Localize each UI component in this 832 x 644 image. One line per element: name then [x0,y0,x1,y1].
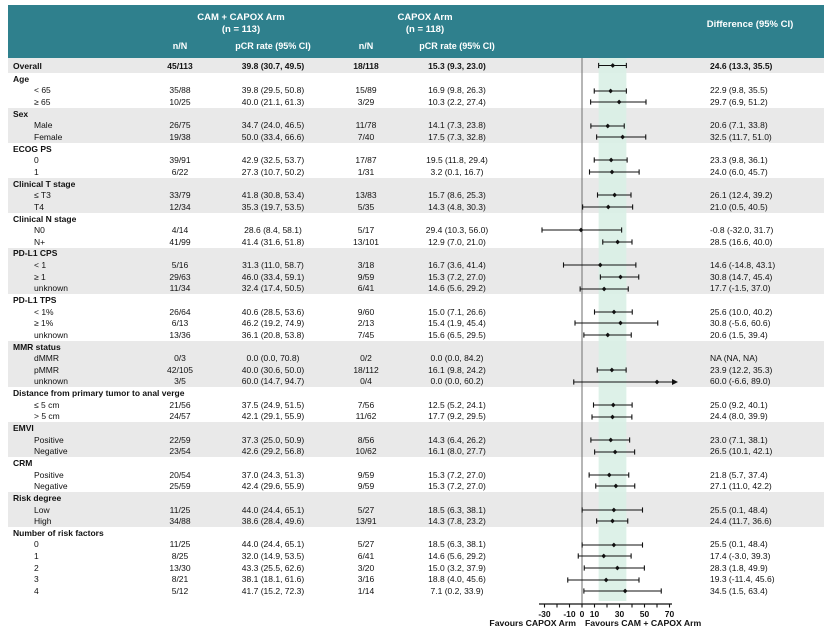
cam-nn-cell: 8/21 [171,574,189,585]
x-axis-tick-label: 70 [664,609,675,619]
table-row [8,434,824,446]
difference-cell: 22.9 (9.8, 35.5) [710,85,768,96]
table-row [8,539,824,551]
cam-pcr-cell: 38.6 (28.4, 49.6) [241,516,305,527]
cam-nn-cell: 4/14 [171,225,189,236]
cam-nn-cell: 6/13 [171,318,189,329]
subgroup-label: Positive [34,434,64,445]
arm2-title: CAPOX Arm [397,12,453,23]
difference-cell: 17.4 (-3.0, 39.3) [710,551,771,562]
capox-pcr-cell: 14.6 (5.6, 29.2) [428,551,486,562]
cam-pcr-cell: 27.3 (10.7, 50.2) [241,166,305,177]
capox-pcr-cell: 19.5 (11.8, 29.4) [426,155,488,166]
x-axis-tick-label: 30 [614,609,625,619]
subgroup-label: Negative [34,446,68,457]
cam-pcr-cell: 50.0 (33.4, 66.6) [241,132,305,143]
table-row [8,201,824,213]
cam-nn-cell: 22/59 [169,434,191,445]
cam-pcr-cell: 39.8 (30.7, 49.5) [241,60,305,71]
table-row [8,446,824,458]
capox-nn-cell: 9/59 [357,271,375,282]
capox-pcr-cell: 15.3 (7.2, 27.0) [428,469,486,480]
cam-pcr-cell: 41.7 (15.2, 72.3) [241,586,305,596]
difference-cell: 20.6 (1.5, 39.4) [710,329,768,340]
capox-nn-cell: 0/2 [360,353,372,364]
difference-cell: 32.5 (11.7, 51.0) [710,132,772,143]
subgroup-label: 1 [34,166,39,177]
subgroup-label: Low [34,504,50,515]
difference-cell: 24.4 (8.0, 39.9) [710,411,768,422]
cam-nn-cell: 39/91 [169,155,191,166]
cam-pcr-cell: 34.7 (24.0, 46.5) [241,120,305,131]
capox-nn-cell: 17/87 [355,155,377,166]
cam-nn-cell: 26/64 [169,306,191,317]
cam-pcr-cell: 40.0 (21.1, 61.3) [241,97,305,108]
difference-cell: 24.4 (11.7, 36.6) [710,516,772,527]
cam-pcr-cell: 42.9 (32.5, 53.7) [241,155,305,166]
difference-cell: 23.9 (12.2, 35.3) [710,364,773,375]
table-row [8,411,824,423]
capox-pcr-cell: 16.7 (3.6, 41.4) [428,260,486,271]
cam-nn-cell: 26/75 [169,120,191,131]
capox-pcr-cell: 18.5 (6.3, 38.1) [428,504,486,515]
cam-nn-cell: 5/12 [171,586,189,596]
subgroup-label: ≥ 65 [34,97,51,108]
difference-cell: 14.6 (-14.8, 43.1) [710,260,776,271]
subgroup-label: ≤ T3 [34,190,51,201]
difference-cell: 25.0 (9.2, 40.1) [710,399,768,410]
capox-nn-cell: 2/13 [357,318,375,329]
capox-nn-cell: 1/31 [357,166,375,177]
capox-pcr-cell: 18.5 (6.3, 38.1) [428,539,486,550]
capox-nn-cell: 13/101 [353,236,379,247]
subgroup-label: High [34,516,52,527]
arm2-n: (n = 118) [405,24,445,36]
difference-cell: 26.5 (10.1, 42.1) [710,446,773,457]
cam-nn-cell: 25/59 [169,481,191,492]
capox-nn-cell: 7/45 [357,329,375,340]
capox-nn-cell: 8/56 [357,434,375,445]
cam-pcr-cell: 40.6 (28.5, 53.6) [241,306,305,317]
subgroup-label: ≥ 1% [34,318,54,329]
ci-marker [655,380,660,385]
capox-pcr-cell: 0.0 (0.0, 60.2) [430,376,484,387]
table-header [8,5,824,58]
cam-pcr-cell: 0.0 (0.0, 70.8) [246,353,300,364]
capox-nn-cell: 5/27 [357,539,375,550]
table-row [8,189,824,201]
cam-pcr-cell: 38.1 (18.1, 61.6) [241,574,305,585]
subgroup-label: 1 [34,551,39,562]
subgroup-label: T4 [34,201,44,212]
subgroup-label: PD-L1 CPS [13,248,58,259]
capox-pcr-cell: 15.6 (6.5, 29.5) [428,329,486,340]
table-row [8,515,824,527]
difference-cell: 25.6 (10.0, 40.2) [710,306,773,317]
subgroup-label: N+ [34,236,46,247]
capox-pcr-cell: 15.0 (7.1, 26.6) [428,306,486,317]
subgroup-header-row [8,143,824,155]
cam-pcr-cell: 41.8 (30.8, 53.4) [241,190,305,201]
table-row [8,131,824,143]
cam-pcr-cell: 41.4 (31.6, 51.8) [241,236,305,247]
capox-pcr-cell: 14.3 (6.4, 26.2) [428,434,486,445]
difference-cell: 24.0 (6.0, 45.7) [710,166,768,177]
cam-pcr-cell: 43.3 (25.5, 62.6) [241,562,305,573]
subgroup-label: Male [34,120,53,131]
table-row [8,224,824,236]
cam-nn-cell: 41/99 [169,236,191,247]
table-row [8,574,824,586]
subgroup-label: ≤ 5 cm [34,399,60,410]
subgroup-label: Age [13,73,30,84]
capox-nn-cell: 9/59 [357,481,375,492]
table-row [8,283,824,295]
x-axis-tick-label: 50 [639,609,650,619]
difference-cell: 21.8 (5.7, 37.4) [710,469,768,480]
difference-cell: 21.0 (0.5, 40.5) [710,201,768,212]
cam-nn-cell: 21/56 [169,399,191,410]
difference-cell: 20.6 (7.1, 33.8) [710,120,768,131]
table-row [8,585,824,597]
capox-pcr-cell: 16.1 (9.8, 24.2) [428,364,486,375]
cam-nn-cell: 19/38 [169,132,191,143]
cam-pcr-cell: 60.0 (14.7, 94.7) [241,376,305,387]
cam-nn-cell: 24/57 [169,411,191,422]
subgroup-header-row [8,341,824,353]
subgroup-label: unknown [34,283,69,294]
capox-pcr-cell: 17.5 (7.3, 32.8) [428,132,486,143]
subgroup-label: MMR status [13,341,61,352]
cam-pcr-cell: 36.1 (20.8, 53.8) [241,329,305,340]
cam-nn-cell: 0/3 [174,353,186,364]
difference-cell: 30.8 (-5.6, 60.6) [710,318,771,329]
capox-nn-cell: 7/40 [357,132,375,143]
cam-pcr-cell: 31.3 (11.0, 58.7) [242,260,304,271]
difference-cell: 60.0 (-6.6, 89.0) [710,376,771,387]
capox-pcr-cell: 15.3 (7.2, 27.0) [428,481,486,492]
cam-pcr-cell: 32.0 (14.9, 53.5) [241,551,305,562]
cam-pcr-cell: 39.8 (29.5, 50.8) [241,85,305,96]
table-row [8,399,824,411]
forest-plot [516,58,676,623]
table-row [8,364,824,376]
subgroup-label: 2 [34,562,39,573]
capox-nn-cell: 5/17 [357,225,375,236]
subgroup-label: Number of risk factors [13,527,104,538]
cam-pcr-cell: 37.3 (25.0, 50.9) [241,434,305,445]
difference-cell: 26.1 (12.4, 39.2) [710,190,773,201]
cam-pcr-cell: 44.0 (24.4, 65.1) [241,539,305,550]
subgroup-header-row [8,294,824,306]
capox-nn-cell: 3/18 [357,260,375,271]
capox-pcr-cell: 12.9 (7.0, 21.0) [428,236,486,247]
subgroup-label: pMMR [34,364,60,375]
arm1-title: CAM + CAPOX Arm [197,12,285,23]
subgroup-label: Overall [13,60,42,71]
cam-nn-cell: 20/54 [169,469,191,480]
subgroup-label: 3 [34,574,39,585]
x-axis-tick-label: -10 [563,609,576,619]
capox-nn-cell: 11/62 [355,411,377,422]
difference-cell: 30.8 (14.7, 45.4) [710,271,773,282]
subgroup-label: ≥ 1 [34,271,46,282]
col-header-pcr-arm1: pCR rate (95% CI) [235,41,311,51]
difference-header: Difference (95% CI) [706,19,794,30]
table-row [8,550,824,562]
table-row [8,329,824,341]
subgroup-label: ECOG PS [13,143,52,154]
capox-pcr-cell: 15.0 (3.2, 37.9) [428,562,486,573]
subgroup-label: Risk degree [13,492,62,503]
cam-nn-cell: 8/25 [171,551,189,562]
subgroup-label: < 1 [34,260,47,271]
table-row [8,236,824,248]
capox-nn-cell: 5/27 [357,504,375,515]
subgroup-label: Distance from primary tumor to anal verge [13,388,185,399]
capox-pcr-cell: 15.3 (7.2, 27.0) [428,271,486,282]
cam-nn-cell: 3/5 [174,376,186,387]
difference-cell: 19.3 (-11.4, 45.6) [710,574,775,585]
subgroup-label: 4 [34,586,39,596]
difference-cell: NA (NA, NA) [710,353,758,364]
arm1-n: (n = 113) [221,24,261,36]
capox-nn-cell: 1/14 [357,586,375,596]
favours-right-label: Favours CAM + CAPOX Arm [585,618,702,628]
cam-pcr-cell: 37.0 (24.3, 51.3) [241,469,305,480]
cam-pcr-cell: 32.4 (17.4, 50.5) [241,283,305,294]
table-row [8,166,824,178]
capox-pcr-cell: 0.0 (0.0, 84.2) [430,353,484,364]
subgroup-label: CRM [13,457,33,468]
cam-pcr-cell: 46.2 (19.2, 74.9) [241,318,305,329]
capox-nn-cell: 6/41 [357,283,375,294]
difference-cell: 25.5 (0.1, 48.4) [710,504,768,515]
difference-cell: 29.7 (6.9, 51.2) [710,97,768,108]
capox-pcr-cell: 3.2 (0.1, 16.7) [430,166,484,177]
difference-cell: 28.3 (1.8, 49.9) [710,562,768,573]
subgroup-label: PD-L1 TPS [13,294,57,305]
subgroup-label: dMMR [34,353,60,364]
capox-nn-cell: 15/89 [355,85,377,96]
difference-cell: 24.6 (13.3, 35.5) [710,60,773,71]
difference-cell: 23.3 (9.8, 36.1) [710,155,768,166]
difference-cell: 25.5 (0.1, 48.4) [710,539,768,550]
col-header-nn-arm2: n/N [358,41,374,51]
difference-cell: -0.8 (-32.0, 31.7) [710,225,774,236]
capox-nn-cell: 9/59 [357,469,375,480]
cam-nn-cell: 6/22 [171,166,189,177]
subgroup-label: < 65 [34,85,51,96]
ci-marker [579,228,584,233]
x-axis-tick-label: -30 [538,609,551,619]
table-row [8,480,824,492]
table-row [8,271,824,283]
difference-cell: 28.5 (16.6, 40.0) [710,236,773,247]
subgroup-header-row [8,108,824,120]
difference-cell: 34.5 (1.5, 63.4) [710,586,768,596]
capox-nn-cell: 11/78 [355,120,377,131]
cam-nn-cell: 12/34 [169,201,191,212]
capox-pcr-cell: 14.1 (7.3, 23.8) [428,120,486,131]
capox-pcr-cell: 14.3 (7.8, 23.2) [428,516,486,527]
capox-nn-cell: 0/4 [360,376,372,387]
cam-nn-cell: 42/105 [167,364,193,375]
cam-pcr-cell: 44.0 (24.4, 65.1) [241,504,305,515]
table-body [8,58,824,597]
cam-pcr-cell: 46.0 (33.4, 59.1) [241,271,305,282]
table-row [8,306,824,318]
capox-nn-cell: 13/91 [355,516,377,527]
cam-pcr-cell: 40.0 (30.6, 50.0) [241,364,305,375]
capox-nn-cell: 5/35 [357,201,375,212]
capox-nn-cell: 3/29 [357,97,375,108]
cam-nn-cell: 11/25 [169,504,191,515]
col-header-nn-arm1: n/N [172,41,188,51]
subgroup-label: Negative [34,481,68,492]
subgroup-header-row [8,422,824,434]
table-row [8,154,824,166]
table-row [8,504,824,516]
subgroup-label: N0 [34,225,45,236]
subgroup-label: Clinical T stage [13,178,76,189]
cam-pcr-cell: 35.3 (19.7, 53.5) [241,201,305,212]
subgroup-header-row [8,213,824,225]
cam-nn-cell: 45/113 [167,60,193,71]
capox-nn-cell: 13/83 [355,190,377,201]
capox-pcr-cell: 7.1 (0.2, 33.9) [430,586,484,596]
cam-nn-cell: 13/36 [169,329,191,340]
capox-pcr-cell: 16.1 (8.0, 27.7) [428,446,486,457]
capox-nn-cell: 18/112 [353,364,379,375]
subgroup-label: > 5 cm [34,411,60,422]
difference-cell: 17.7 (-1.5, 37.0) [710,283,771,294]
capox-nn-cell: 7/56 [357,399,375,410]
capox-nn-cell: 3/16 [357,574,375,585]
cam-nn-cell: 34/88 [169,516,191,527]
cam-nn-cell: 33/79 [169,190,191,201]
subgroup-label: 0 [34,155,39,166]
difference-cell: 23.0 (7.1, 38.1) [710,434,768,445]
cam-nn-cell: 5/16 [171,260,189,271]
table-row [8,376,824,388]
capox-pcr-cell: 15.3 (9.3, 23.0) [428,60,486,71]
table-row [8,96,824,108]
cam-nn-cell: 11/34 [169,283,191,294]
difference-cell: 27.1 (11.0, 42.2) [710,481,772,492]
table-row [8,562,824,574]
table-row [8,120,824,132]
col-header-pcr-arm2: pCR rate (95% CI) [419,41,495,51]
subgroup-label: unknown [34,376,69,387]
cam-nn-cell: 11/25 [169,539,191,550]
capox-pcr-cell: 14.3 (4.8, 30.3) [428,201,486,212]
capox-nn-cell: 18/118 [353,60,379,71]
subgroup-header-row [8,527,824,539]
cam-nn-cell: 35/88 [169,85,191,96]
overall-row [8,58,824,73]
capox-nn-cell: 10/62 [355,446,377,457]
subgroup-label: Positive [34,469,64,480]
cam-pcr-cell: 42.1 (29.1, 55.9) [241,411,305,422]
figure-content [8,5,824,628]
subgroup-header-row [8,457,824,469]
cam-nn-cell: 29/63 [169,271,191,282]
cam-nn-cell: 13/30 [169,562,191,573]
favours-left-label: Favours CAPOX Arm [489,618,576,628]
cam-nn-cell: 10/25 [169,97,191,108]
x-axis-tick-label: 0 [579,609,585,619]
arm1-header [148,12,334,37]
capox-nn-cell: 9/60 [357,306,375,317]
capox-pcr-cell: 17.7 (9.2, 29.5) [428,411,486,422]
subgroup-header-row [8,178,824,190]
capox-pcr-cell: 29.4 (10.3, 56.0) [425,225,489,236]
cam-pcr-cell: 42.6 (29.2, 56.8) [241,446,305,457]
capox-pcr-cell: 18.8 (4.0, 45.6) [428,574,486,585]
capox-pcr-cell: 12.5 (5.2, 24.1) [428,399,486,410]
capox-nn-cell: 3/20 [357,562,375,573]
subgroup-label: Female [34,132,63,143]
subgroup-header-row [8,492,824,504]
table-row [8,352,824,364]
cam-nn-cell: 23/54 [169,446,191,457]
cam-pcr-cell: 42.4 (29.6, 55.9) [241,481,305,492]
capox-pcr-cell: 15.4 (1.9, 45.4) [428,318,486,329]
table-row [8,317,824,329]
table-row [8,85,824,97]
subgroup-label: EMVI [13,423,34,434]
capox-pcr-cell: 14.6 (5.6, 29.2) [428,283,486,294]
subgroup-header-row [8,248,824,260]
capox-pcr-cell: 16.9 (9.8, 26.3) [428,85,486,96]
cam-pcr-cell: 28.6 (8.4, 58.1) [244,225,302,236]
subgroup-label: Clinical N stage [13,213,77,224]
capox-nn-cell: 6/41 [357,551,375,562]
x-axis-tick-label: 10 [589,609,600,619]
subgroup-header-row [8,387,824,399]
capox-pcr-cell: 15.7 (8.6, 25.3) [428,190,486,201]
capox-pcr-cell: 10.3 (2.2, 27.4) [428,97,486,108]
table-row [8,469,824,481]
subgroup-header-row [8,73,824,85]
table-row [8,259,824,271]
arm2-header [334,12,516,37]
subgroup-label: unknown [34,329,69,340]
subgroup-label: 0 [34,539,39,550]
subgroup-label: Sex [13,108,29,119]
cam-pcr-cell: 37.5 (24.9, 51.5) [241,399,305,410]
subgroup-label: < 1% [34,306,54,317]
